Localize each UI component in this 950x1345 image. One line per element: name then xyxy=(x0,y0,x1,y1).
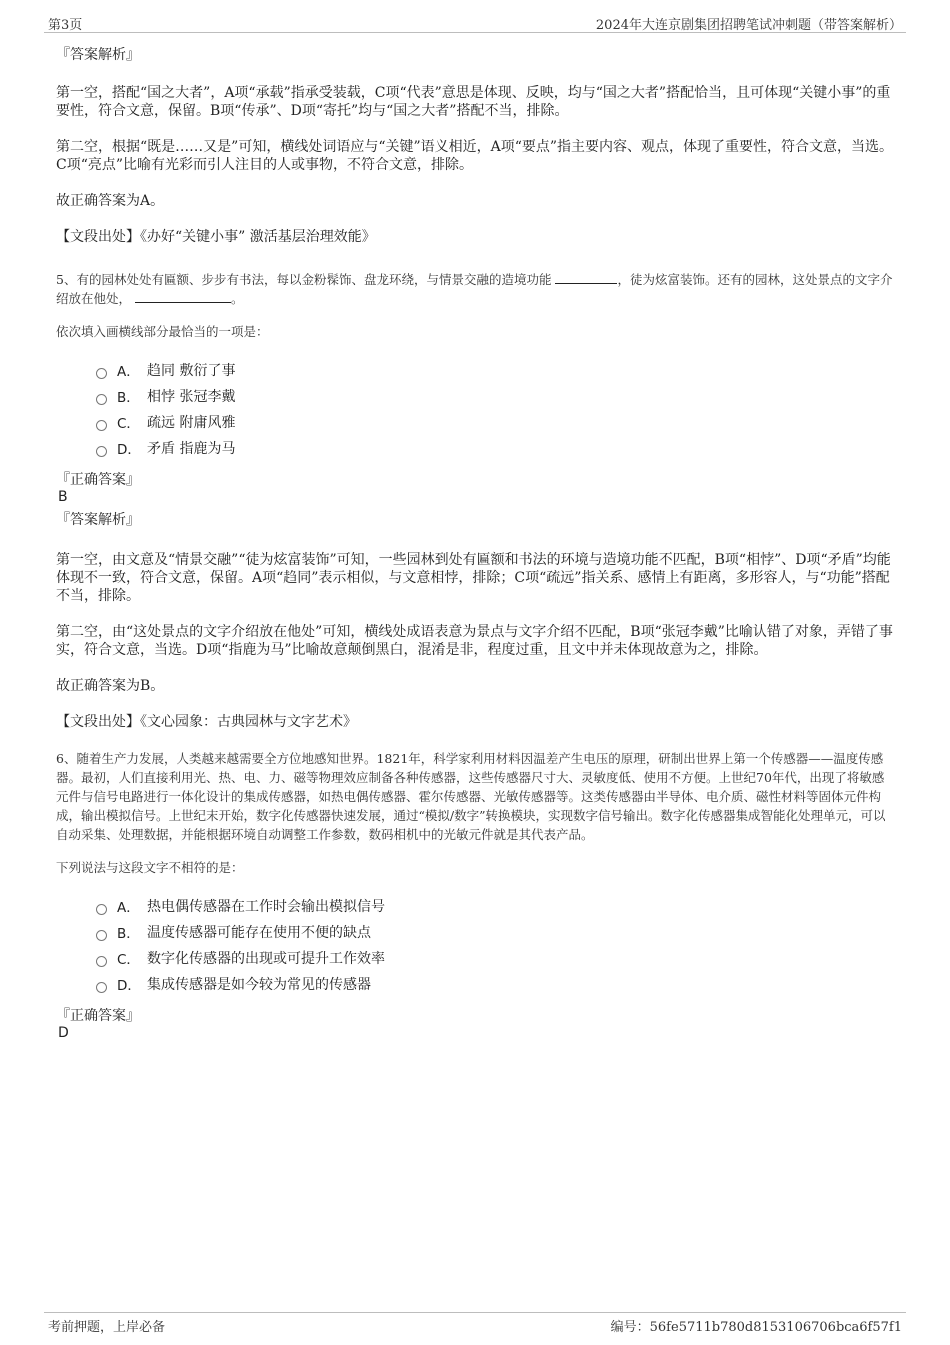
q5-analysis-conclusion: 故正确答案为B。 xyxy=(56,678,165,694)
q6-option-b[interactable]: B． 温度传感器可能存在使用不便的缺点 xyxy=(96,919,896,945)
document-body xyxy=(56,46,896,1047)
q5-analysis-paragraph-1: 第一空，由文意及“情景交融”“徒为炫富装饰”可知，一些园林到处有匾额和书法的环境与造境功能不匹配，B项“相悖”、D项“矛盾”均能体现不一致，符合文意，保留。A项“趋同”表示相似，与文意相悖，排除；C项“疏远”指关系、感情上有距离，多形容人，与“功能”搭配不当，排除。 xyxy=(56,552,891,604)
radio-icon[interactable] xyxy=(96,420,107,431)
q5-option-d[interactable]: D． 矛盾 指鹿为马 xyxy=(96,435,896,461)
q4-analysis-conclusion: 故正确答案为A。 xyxy=(56,193,165,209)
q6-option-a[interactable]: A． 热电偶传感器在工作时会输出模拟信号 xyxy=(96,893,896,919)
q6-answer: D xyxy=(58,1025,69,1041)
q5-option-c[interactable]: C． 疏远 附庸风雅 xyxy=(96,409,896,435)
q6-option-d[interactable]: D． 集成传感器是如今较为常见的传感器 xyxy=(96,971,896,997)
page-number: 第3页 xyxy=(48,18,83,33)
q5-option-a[interactable]: A． 趋同 敷衍了事 xyxy=(96,357,896,383)
q6-option-c[interactable]: C． 数字化传感器的出现或可提升工作效率 xyxy=(96,945,896,971)
document-id: 编号：56fe5711b780d8153106706bca6f57f1 xyxy=(610,1320,902,1335)
q6-stem: 6、随着生产力发展，人类越来越需要全方位地感知世界。1821年，科学家利用材料因温差产生电压的原理，研制出世界上第一个传感器——温度传感器。最初，人们直接利用光、热、电、力、磁等物理效应制备各种传感器，这些传感器尺寸大、灵敏度低、使用不方便。上世纪70年代，出现了将敏感元件与信号电路进行一体化设计的集成传感器，如热电偶传感器、霍尔传感器、光敏传感器等。这类传感器由半导体、电介质、磁性材料等固体元件构成，输出模拟信号。上世纪末开始，数字化传感器快速发展，通过“模拟/数字”转换模块，实现数字信号输出。数字化传感器集成智能化处理单元，可以自动采集、处理数据，并能根据环境自动调整工作参数，数码相机中的光敏元件就是其代表产品。 xyxy=(56,751,886,842)
radio-icon[interactable] xyxy=(96,930,107,941)
q5-analysis-tag: 『答案解析』 xyxy=(56,512,140,528)
footer-slogan: 考前押题，上岸必备 xyxy=(48,1320,166,1335)
q4-analysis-tag: 『答案解析』 xyxy=(56,47,140,63)
q4-source: 【文段出处】《办好“关键小事” 激活基层治理效能》 xyxy=(56,229,376,245)
q4-analysis-paragraph-1: 第一空，搭配“国之大者”，A项“承载”指承受装载，C项“代表”意思是体现、反映，均与“国之大者”搭配恰当，且可体现“关键小事”的重要性，符合文意，保留。B项“传承”、D项“寄托”均与“国之大者”搭配不当，排除。 xyxy=(56,85,891,119)
q5-answer: B xyxy=(58,489,68,505)
q4-analysis-paragraph-2: 第二空，根据“既是……又是”可知，横线处词语应与“关键”语义相近，A项“要点”指主要内容、观点，体现了重要性，符合文意，当选。C项“亮点”比喻有光彩而引人注目的人或事物，不符合文意，排除。 xyxy=(56,139,894,173)
page-footer xyxy=(44,1312,906,1335)
q5-analysis-paragraph-2: 第二空，由“这处景点的文字介绍放在他处”可知，横线处成语表意为景点与文字介绍不匹配，B项“张冠李戴”比喻认错了对象，弄错了事实，符合文意，当选。D项“指鹿为马”比喻故意颠倒黑白，混淆是非，程度过重，且文中并未体现故意为之，排除。 xyxy=(56,624,893,658)
q5-blank-1 xyxy=(555,271,617,284)
page-header xyxy=(44,12,906,33)
q5-prompt: 依次填入画横线部分最恰当的一项是： xyxy=(56,324,269,339)
radio-icon[interactable] xyxy=(96,394,107,405)
q5-stem: 5、有的园林处处有匾额、步步有书法，每以金粉髹饰、盘龙环绕，与情景交融的造境功能 ，徒为炫富装饰。还有的园林，这处景点的文字介绍放在他处， 。 xyxy=(56,272,893,306)
q5-answer-tag: 『正确答案』 xyxy=(56,472,140,488)
q6-answer-tag: 『正确答案』 xyxy=(56,1008,140,1024)
q6-prompt: 下列说法与这段文字不相符的是： xyxy=(56,860,244,875)
radio-icon[interactable] xyxy=(96,368,107,379)
radio-icon[interactable] xyxy=(96,904,107,915)
q6-options xyxy=(96,893,896,997)
radio-icon[interactable] xyxy=(96,446,107,457)
q5-options xyxy=(96,357,896,461)
document-title: 2024年大连京剧集团招聘笔试冲刺题（带答案解析） xyxy=(595,18,902,33)
q5-option-b[interactable]: B． 相悖 张冠李戴 xyxy=(96,383,896,409)
q5-blank-2 xyxy=(135,290,231,303)
radio-icon[interactable] xyxy=(96,956,107,967)
radio-icon[interactable] xyxy=(96,982,107,993)
q5-source: 【文段出处】《文心园象：古典园林与文字艺术》 xyxy=(56,714,357,730)
